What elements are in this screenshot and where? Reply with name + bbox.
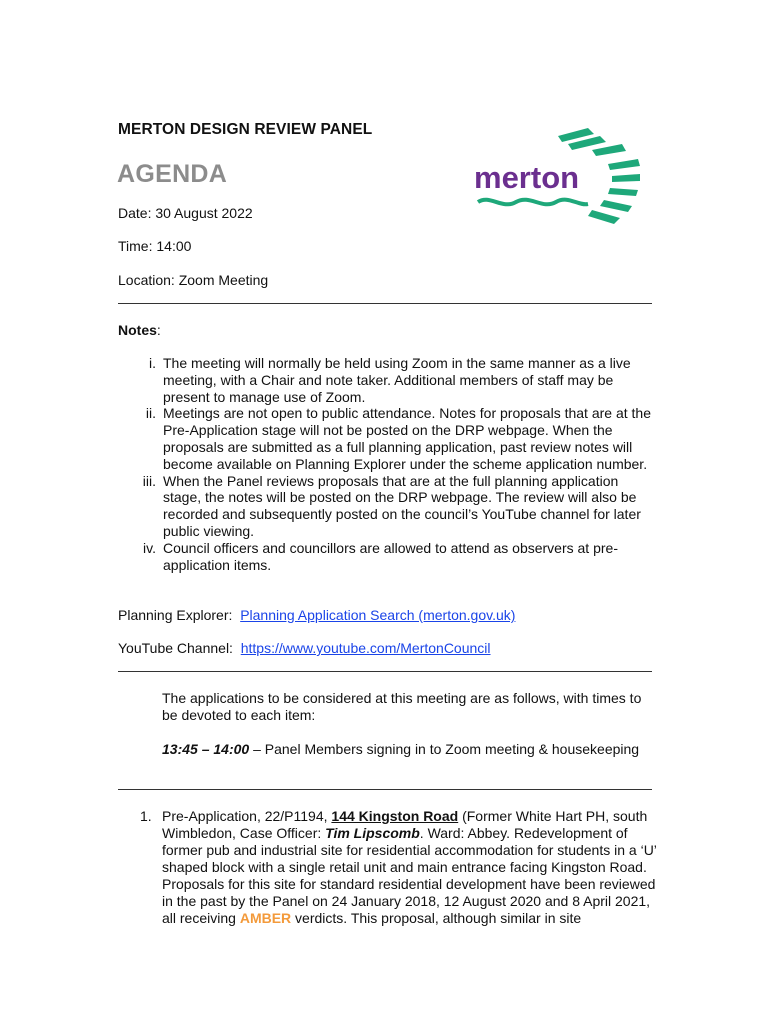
case-officer: Tim Lipscomb xyxy=(325,825,420,841)
notes-heading: Notes: xyxy=(118,322,161,338)
site-address: 144 Kingston Road xyxy=(331,808,459,824)
list-item-number: i. xyxy=(149,355,156,371)
agenda-item-text: Pre-Application, 22/P1194, 144 Kingston Road (Former White Hart PH, south Wimbledon, Case Officer: Tim Lipscomb. Ward: Abbey. Redevelopment of former pub and industrial site for residential accommodation for students in a ‘U’ shaped block with a single retail unit and main entrance facing Kingston Road. Proposals for this site for standard residential development have been reviewed in the past by the Panel on 24 January 2018, 12 August 2020 and 8 April 2021, all receiving AMBER verdicts. This proposal, although similar in site xyxy=(162,808,657,926)
timing-text: – Panel Members signing in to Zoom meeting & housekeeping xyxy=(249,741,640,757)
list-item-text: When the Panel reviews proposals that are at the full planning application stage, the notes will be posted on the DRP webpage. The review will also be recorded and subsequently posted on the council’s YouTube channel for later public viewing. xyxy=(163,472,641,539)
list-item-number: iii. xyxy=(142,472,156,489)
planning-explorer-line xyxy=(118,607,515,623)
merton-logo xyxy=(470,118,660,228)
youtube-label: YouTube Channel: xyxy=(118,640,241,656)
logo-wordmark: merton xyxy=(474,160,580,195)
list-item xyxy=(120,540,658,574)
list-item-text: Meetings are not open to public attendance. Notes for proposals that are at the Pre-Application stage will not be posted on the DRP webpage. When the proposals are submitted as a full planning application, past review notes will become available on Planning Explorer under the scheme application number. xyxy=(163,405,651,472)
list-item xyxy=(120,355,658,405)
list-item xyxy=(120,473,658,540)
agenda-item-number: 1. xyxy=(140,808,152,824)
timing-time: 13:45 – 14:00 xyxy=(162,741,250,757)
planning-explorer-link[interactable]: Planning Application Search (merton.gov.uk) xyxy=(240,607,516,623)
list-item-text: Council officers and councillors are allowed to attend as observers at pre-application items. xyxy=(163,539,618,573)
divider xyxy=(118,671,652,672)
panel-title: MERTON DESIGN REVIEW PANEL xyxy=(118,121,373,138)
planning-explorer-label: Planning Explorer: xyxy=(118,607,241,623)
divider xyxy=(118,303,652,304)
meeting-location: Location: Zoom Meeting xyxy=(118,272,269,288)
agenda-item xyxy=(118,808,658,927)
list-item-number: ii. xyxy=(145,405,156,422)
youtube-link[interactable]: https://www.youtube.com/MertonCouncil xyxy=(240,640,491,656)
logo-wave xyxy=(478,200,588,205)
timing-line xyxy=(162,741,652,758)
meeting-time: Time: 14:00 xyxy=(118,238,192,254)
list-item-number: iv. xyxy=(143,539,156,556)
agenda-title: AGENDA xyxy=(117,160,228,188)
meeting-date: Date: 30 August 2022 xyxy=(118,205,253,221)
list-item-text: The meeting will normally be held using Zoom in the same manner as a live meeting, with a Chair and note taker. Additional members of staff may be present to manage use of Zoom. xyxy=(163,355,631,405)
divider xyxy=(118,789,652,790)
notes-list xyxy=(120,355,658,573)
list-item xyxy=(120,405,658,472)
intro-text: The applications to be considered at this meeting are as follows, with times to be devoted to each item: xyxy=(162,690,642,723)
verdict-badge: AMBER xyxy=(239,910,292,926)
youtube-line xyxy=(118,640,491,656)
